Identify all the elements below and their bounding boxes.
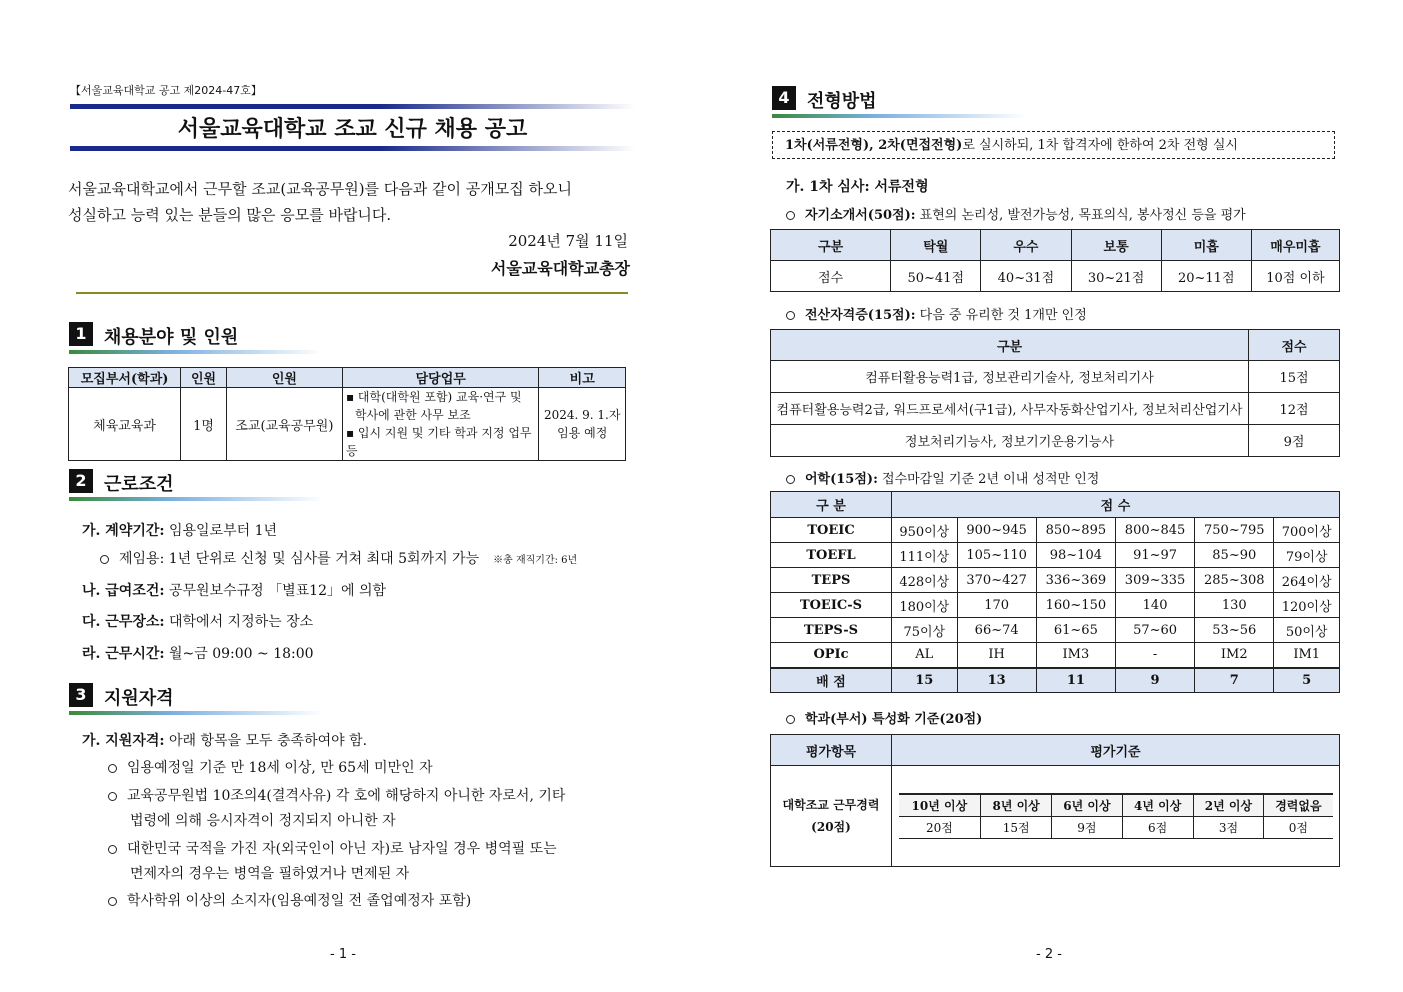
condition-text: 월~금 09:00 ~ 18:00 bbox=[164, 646, 314, 662]
table-cell: 50~41점 bbox=[891, 261, 981, 292]
condition-text: 공무원보수규정 「별표12」에 의함 bbox=[164, 583, 386, 599]
page-title: 서울교육대학교 조교 신규 채용 공고 bbox=[177, 117, 528, 142]
duties-cell bbox=[342, 388, 538, 461]
qualification-item bbox=[108, 757, 433, 777]
table-cell: 79이상 bbox=[1274, 543, 1340, 568]
sub-value: 3점 bbox=[1193, 816, 1264, 838]
table-row bbox=[771, 518, 1340, 543]
qualification-text: 아래 항목을 모두 충족하여야 함. bbox=[164, 733, 368, 749]
section-underline bbox=[69, 350, 324, 354]
table-cell: 91~97 bbox=[1115, 543, 1194, 568]
table-cell: 점수 bbox=[771, 261, 891, 292]
qualification-text: 임용예정일 기준 만 18세 이상, 만 65세 미만인 자 bbox=[127, 760, 433, 776]
table-cell: 61~65 bbox=[1036, 618, 1115, 643]
note-line: 2024. 9. 1.자 bbox=[543, 408, 621, 422]
table-cell: 12점 bbox=[1249, 393, 1340, 425]
selection-method-box bbox=[772, 131, 1335, 159]
circle-bullet-icon bbox=[108, 792, 117, 801]
note-cell bbox=[539, 388, 626, 461]
condition-text: 임용일로부터 1년 bbox=[164, 523, 278, 539]
sub-header: 6년 이상 bbox=[1052, 794, 1123, 816]
criteria-cell bbox=[892, 766, 1340, 867]
total-cell: 15 bbox=[892, 668, 958, 693]
lang-criterion bbox=[786, 468, 1099, 487]
intro-criterion bbox=[786, 204, 1246, 223]
table-cell: 85~90 bbox=[1195, 543, 1274, 568]
table-cell: 정보처리기능사, 정보기기운용기능사 bbox=[771, 425, 1249, 457]
condition-item bbox=[82, 611, 313, 631]
cert-criterion bbox=[786, 304, 1087, 323]
qualification-lead bbox=[82, 730, 367, 750]
col-header: 구분 bbox=[771, 330, 1249, 361]
table-cell: IM3 bbox=[1036, 643, 1115, 668]
page-number: - 2 - bbox=[1036, 947, 1062, 962]
criterion-label: 학과(부서) 특성화 기준(20점) bbox=[805, 712, 983, 727]
circle-bullet-icon bbox=[786, 211, 795, 220]
table-cell: 53~56 bbox=[1195, 618, 1274, 643]
section-number: 3 bbox=[69, 683, 93, 707]
col-header: 보통 bbox=[1071, 230, 1161, 261]
count-cell: 1명 bbox=[181, 388, 227, 461]
section-underline bbox=[69, 497, 324, 501]
col-header: 구분 bbox=[771, 230, 891, 261]
total-row bbox=[771, 668, 1340, 693]
career-subtable bbox=[899, 793, 1333, 839]
col-header: 탁월 bbox=[891, 230, 981, 261]
selection-method-bold: 1차(서류전형), 2차(면접전형) bbox=[785, 138, 963, 153]
table-row bbox=[771, 618, 1340, 643]
col-header: 구 분 bbox=[771, 492, 892, 518]
table-cell: 850~895 bbox=[1036, 518, 1115, 543]
condition-label: 나. 급여조건: bbox=[82, 583, 165, 599]
selection-method-text: 로 실시하되, 1차 합격자에 한하여 2차 전형 실시 bbox=[962, 138, 1238, 153]
table-cell: 700이상 bbox=[1274, 518, 1340, 543]
table-row bbox=[771, 568, 1340, 593]
total-cell: 11 bbox=[1036, 668, 1115, 693]
table-cell: 309~335 bbox=[1115, 568, 1194, 593]
table-cell: 428이상 bbox=[892, 568, 958, 593]
table-cell: 111이상 bbox=[892, 543, 958, 568]
table-cell: 950이상 bbox=[892, 518, 958, 543]
criterion-label: 전산자격증(15점): bbox=[805, 308, 916, 323]
test-name-cell: TEPS bbox=[771, 568, 892, 593]
col-header: 인원 bbox=[181, 368, 227, 388]
col-header: 평가항목 bbox=[771, 735, 892, 766]
total-cell: 9 bbox=[1115, 668, 1194, 693]
condition-sub-text: 제임용: 1년 단위로 신청 및 심사를 거쳐 최대 5회까지 가능 bbox=[119, 551, 480, 567]
condition-item bbox=[82, 520, 277, 540]
circle-bullet-icon bbox=[786, 311, 795, 320]
col-header: 우수 bbox=[981, 230, 1071, 261]
table-cell: 170 bbox=[957, 593, 1036, 618]
total-cell: 배 점 bbox=[771, 668, 892, 693]
qualification-text: 학사학위 이상의 소지자(임용예정일 전 졸업예정자 포함) bbox=[127, 893, 472, 909]
test-name-cell: TOEIC bbox=[771, 518, 892, 543]
table-cell: 15점 bbox=[1249, 361, 1340, 393]
condition-label: 가. 계약기간: bbox=[82, 523, 165, 539]
table-cell: 800~845 bbox=[1115, 518, 1194, 543]
table-cell: 40~31점 bbox=[981, 261, 1071, 292]
col-header: 매우미흡 bbox=[1251, 230, 1339, 261]
sub-header: 8년 이상 bbox=[981, 794, 1052, 816]
total-cell: 13 bbox=[957, 668, 1036, 693]
duty-line: 학사에 관한 사무 보조 bbox=[354, 408, 471, 422]
qualification-cont: 법령에 의해 응시자격이 정지되지 아니한 자 bbox=[130, 813, 396, 829]
item-cell bbox=[771, 766, 892, 867]
sub-header: 2년 이상 bbox=[1193, 794, 1264, 816]
condition-text: 대학에서 지정하는 장소 bbox=[164, 614, 314, 630]
table-row bbox=[771, 643, 1340, 668]
sub-value: 15점 bbox=[981, 816, 1052, 838]
notice-number: 【서울교육대학교 공고 제2024-47호】 bbox=[70, 84, 262, 97]
col-header: 인원 bbox=[226, 368, 342, 388]
total-cell: 7 bbox=[1195, 668, 1274, 693]
sub-value: 20점 bbox=[899, 816, 981, 838]
table-cell: AL bbox=[892, 643, 958, 668]
test-name-cell: OPIc bbox=[771, 643, 892, 668]
qualification-item bbox=[108, 890, 471, 910]
sub-value: 6점 bbox=[1122, 816, 1193, 838]
item-line: 대학조교 근무경력 bbox=[782, 798, 880, 812]
title-top-rule bbox=[70, 104, 635, 109]
table-cell: IH bbox=[957, 643, 1036, 668]
table-cell: 140 bbox=[1115, 593, 1194, 618]
cert-score-table bbox=[770, 329, 1340, 457]
section-number: 1 bbox=[69, 322, 93, 346]
qualification-item bbox=[108, 838, 557, 858]
sub-header: 10년 이상 bbox=[899, 794, 981, 816]
sub-header: 4년 이상 bbox=[1122, 794, 1193, 816]
col-header: 비고 bbox=[539, 368, 626, 388]
qualification-cont: 면제자의 경우는 병역을 필하였거나 면제된 자 bbox=[130, 866, 410, 882]
table-cell: 컴퓨터활용능력2급, 워드프로세서(구1급), 사무자동화산업기사, 정보처리산업기사 bbox=[771, 393, 1249, 425]
table-cell: 120이상 bbox=[1274, 593, 1340, 618]
table-cell: 130 bbox=[1195, 593, 1274, 618]
table-cell: 75이상 bbox=[892, 618, 958, 643]
qualification-text: 대한민국 국적을 가진 자(외국인이 아닌 자)로 남자일 경우 병역필 또는 bbox=[127, 841, 557, 857]
table-cell: 30~21점 bbox=[1071, 261, 1161, 292]
table-cell: 98~104 bbox=[1036, 543, 1115, 568]
dept-criterion bbox=[786, 708, 982, 727]
table-cell: 9점 bbox=[1249, 425, 1340, 457]
sub-value: 0점 bbox=[1264, 816, 1333, 838]
section-number: 4 bbox=[772, 86, 796, 110]
qualification-label: 가. 지원자격: bbox=[82, 733, 165, 749]
table-cell: 336~369 bbox=[1036, 568, 1115, 593]
table-cell: IM2 bbox=[1195, 643, 1274, 668]
table-cell: 50이상 bbox=[1274, 618, 1340, 643]
condition-label: 라. 근무시간: bbox=[82, 646, 165, 662]
circle-bullet-icon bbox=[108, 764, 117, 773]
note-line: 임용 예정 bbox=[557, 426, 608, 440]
test-name-cell: TEPS-S bbox=[771, 618, 892, 643]
circle-bullet-icon bbox=[108, 897, 117, 906]
item-line: (20점) bbox=[811, 820, 851, 834]
table-cell: 750~795 bbox=[1195, 518, 1274, 543]
table-cell: 105~110 bbox=[957, 543, 1036, 568]
section-underline bbox=[772, 114, 1027, 118]
table-cell: - bbox=[1115, 643, 1194, 668]
test-name-cell: TOEFL bbox=[771, 543, 892, 568]
qualification-text: 교육공무원법 10조의4(결격사유) 각 호에 해당하지 아니한 자로서, 기타 bbox=[127, 788, 566, 804]
title-bottom-rule bbox=[70, 146, 635, 151]
table-row bbox=[771, 543, 1340, 568]
dept-cell: 체육교육과 bbox=[69, 388, 181, 461]
divider bbox=[76, 292, 628, 294]
intro-line-2: 성실하고 능력 있는 분들의 많은 응모를 바랍니다. bbox=[68, 206, 392, 224]
dept-score-table bbox=[770, 734, 1340, 867]
total-cell: 5 bbox=[1274, 668, 1340, 693]
condition-sub-note: ※총 재직기간: 6년 bbox=[493, 555, 578, 566]
table-cell: 컴퓨터활용능력1급, 정보관리기술사, 정보처리기사 bbox=[771, 361, 1249, 393]
condition-item bbox=[82, 643, 314, 663]
criterion-label: 어학(15점): bbox=[805, 472, 878, 487]
col-header: 모집부서(학과) bbox=[69, 368, 181, 388]
criterion-text: 접수마감일 기준 2년 이내 성적만 인정 bbox=[877, 472, 1100, 487]
stage-one-title: 가. 1차 심사: 서류전형 bbox=[786, 179, 929, 195]
recruitment-table bbox=[68, 367, 626, 461]
section-title: 채용분야 및 인원 bbox=[104, 327, 239, 348]
table-cell: 10점 이하 bbox=[1251, 261, 1339, 292]
col-header: 미흡 bbox=[1161, 230, 1251, 261]
table-cell: 264이상 bbox=[1274, 568, 1340, 593]
condition-item bbox=[82, 580, 386, 600]
table-cell: 370~427 bbox=[957, 568, 1036, 593]
table-cell: 20~11점 bbox=[1161, 261, 1251, 292]
table-cell: IM1 bbox=[1274, 643, 1340, 668]
criterion-label: 자기소개서(50점): bbox=[805, 208, 916, 223]
sub-value: 9점 bbox=[1052, 816, 1123, 838]
section-title: 전형방법 bbox=[807, 91, 877, 112]
page-number: - 1 - bbox=[330, 947, 356, 962]
condition-sub bbox=[100, 548, 577, 568]
language-score-table bbox=[770, 491, 1340, 693]
criterion-text: 표현의 논리성, 발전가능성, 목표의식, 봉사정신 등을 평가 bbox=[915, 208, 1246, 223]
col-header: 평가기준 bbox=[892, 735, 1340, 766]
type-cell: 조교(교육공무원) bbox=[226, 388, 342, 461]
table-cell: 57~60 bbox=[1115, 618, 1194, 643]
test-name-cell: TOEIC-S bbox=[771, 593, 892, 618]
circle-bullet-icon bbox=[786, 715, 795, 724]
sub-header: 경력없음 bbox=[1264, 794, 1333, 816]
table-cell: 66~74 bbox=[957, 618, 1036, 643]
notice-date: 2024년 7월 11일 bbox=[508, 232, 628, 250]
intro-score-table bbox=[770, 229, 1340, 292]
intro-line-1: 서울교육대학교에서 근무할 조교(교육공무원)를 다음과 같이 공개모집 하오니 bbox=[68, 180, 572, 198]
circle-bullet-icon bbox=[786, 475, 795, 484]
issuer: 서울교육대학교총장 bbox=[490, 259, 630, 278]
duty-line: ▪ 대학(대학원 포함) 교육·연구 및 bbox=[345, 390, 522, 404]
condition-label: 다. 근무장소: bbox=[82, 614, 165, 630]
table-row bbox=[771, 593, 1340, 618]
criterion-text: 다음 중 유리한 것 1개만 인정 bbox=[915, 308, 1087, 323]
table-cell: 900~945 bbox=[957, 518, 1036, 543]
section-title: 근로조건 bbox=[104, 474, 174, 495]
table-cell: 285~308 bbox=[1195, 568, 1274, 593]
section-underline bbox=[69, 711, 324, 715]
duty-line: ▪ 입시 지원 및 기타 학과 지정 업무 등 bbox=[345, 426, 532, 458]
col-header: 담당업무 bbox=[342, 368, 538, 388]
qualification-item bbox=[108, 785, 565, 805]
table-cell: 160~150 bbox=[1036, 593, 1115, 618]
section-number: 2 bbox=[69, 469, 93, 493]
table-cell: 180이상 bbox=[892, 593, 958, 618]
circle-bullet-icon bbox=[108, 845, 117, 854]
col-header: 점 수 bbox=[892, 492, 1340, 518]
col-header: 점수 bbox=[1249, 330, 1340, 361]
section-title: 지원자격 bbox=[104, 688, 174, 709]
circle-bullet-icon bbox=[100, 555, 109, 564]
